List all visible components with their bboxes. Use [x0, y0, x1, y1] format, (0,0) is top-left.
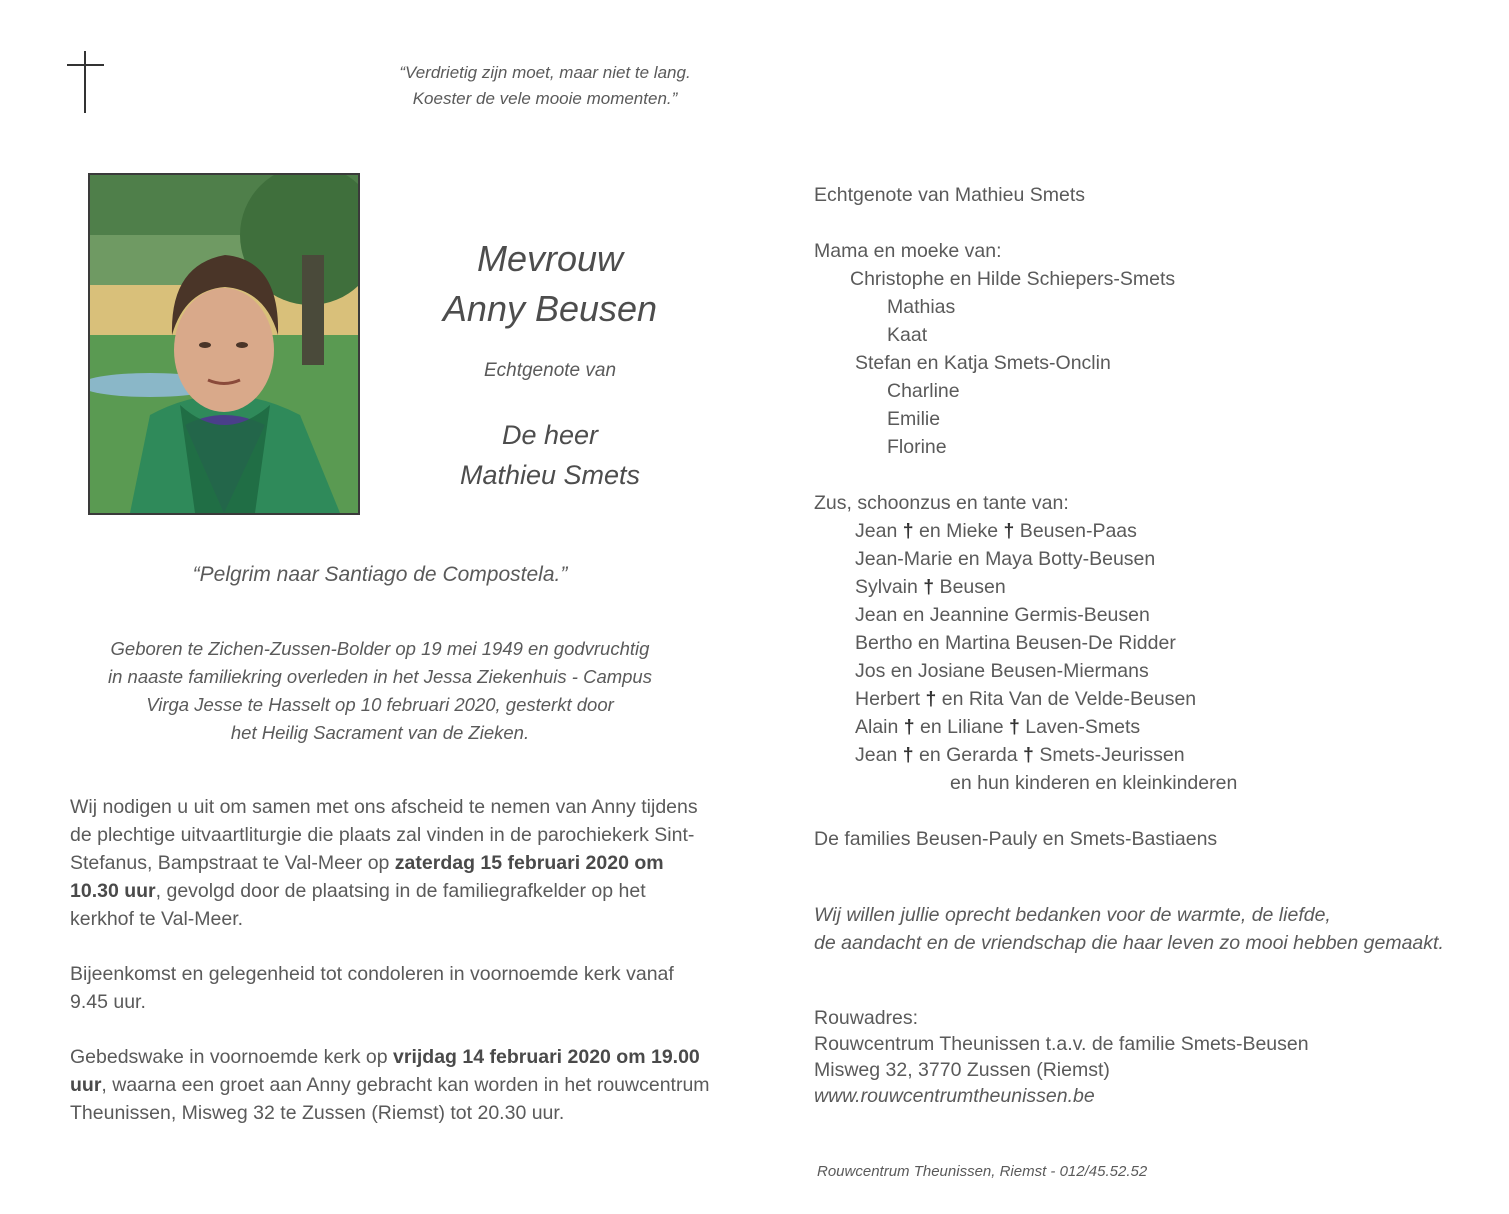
- spouse-name: Mathieu Smets: [459, 460, 641, 490]
- sibling-line: Jean † en Mieke † Beusen-Paas: [855, 520, 1137, 542]
- grandchild-line: Emilie: [887, 408, 941, 430]
- dagger-icon: †: [1008, 716, 1020, 738]
- siblings-header: Zus, schoonzus en tante van:: [814, 492, 1069, 514]
- dagger-icon: †: [903, 716, 915, 738]
- deceased-name-block: [400, 234, 700, 334]
- deceased-name: Anny Beusen: [442, 288, 658, 329]
- mourning-address: Rouwadres: Rouwcentrum Theunissen t.a.v. de familie Smets-Beusen Misweg 32, 3770 Zussen (Riemst) www.rouwcentrumtheunissen.be: [814, 1005, 1504, 1109]
- thanks-text: Wij willen jullie oprecht bedanken voor de warmte, de liefde, de aandacht en de vriendschap die haar leven zo mooi hebben gemaakt.: [814, 904, 1444, 954]
- dagger-icon: †: [1003, 520, 1015, 542]
- grandchild-line: Kaat: [887, 324, 928, 346]
- child-line: Stefan en Katja Smets-Onclin: [855, 352, 1111, 374]
- sibling-line: Alain † en Liliane † Laven-Smets: [855, 716, 1141, 738]
- grandchild-line: Charline: [887, 380, 960, 402]
- dagger-icon: †: [923, 576, 935, 598]
- dagger-icon: †: [902, 744, 914, 766]
- dagger-icon: †: [1023, 744, 1034, 766]
- relation-label: Echtgenote van: [483, 360, 617, 381]
- spouse-name-block: [400, 415, 700, 495]
- top-quote: “Verdrietig zijn moet, maar niet te lang. Koester de vele mooie momenten.”: [399, 63, 691, 108]
- dagger-icon: †: [925, 688, 937, 710]
- funeral-invitation-paragraph: Wij nodigen u uit om samen met ons afscheid te nemen van Anny tijdens de plechtige uitvaartliturgie die plaats zal vinden in de parochiekerk Sint-Stefanus, Bampstraat te Val-Meer op zaterdag 15 februari 2020 om 10.30 uur, gevolgd door de plaatsing in de familiegrafkelder op het kerkhof te Val-Meer.: [70, 796, 698, 930]
- spouse-line: Echtgenote van Mathieu Smets: [814, 184, 1085, 206]
- deceased-title: Mevrouw: [476, 238, 624, 279]
- condolence-paragraph: Bijeenkomst en gelegenheid tot condoleren in voornoemde kerk vanaf 9.45 uur.: [70, 963, 674, 1013]
- families-line: De families Beusen-Pauly en Smets-Bastiaens: [814, 828, 1218, 850]
- pelgrim-quote: “Pelgrim naar Santiago de Compostela.”: [192, 563, 568, 586]
- grandchild-line: Mathias: [887, 296, 956, 318]
- birth-death-text: Geboren te Zichen-Zussen-Bolder op 19 mei 1949 en godvruchtig in naaste familiekring overleden in het Jessa Ziekenhuis - Campus Virga Jesse te Hasselt op 10 februari 2020, gesterkt door het Heilig Sacrament van de Zieken.: [108, 638, 652, 743]
- vigil-date: vrijdag 14 februari 2020 om 19.00 uur: [70, 1046, 700, 1096]
- mama-header: Mama en moeke van:: [814, 240, 1002, 262]
- kids-line: en hun kinderen en kleinkinderen: [950, 772, 1238, 794]
- sibling-line: Jean en Jeannine Germis-Beusen: [855, 604, 1150, 626]
- sibling-line: Sylvain † Beusen: [855, 576, 1006, 598]
- family-list: [814, 181, 1237, 853]
- footer-credit: Rouwcentrum Theunissen, Riemst - 012/45.52.52: [817, 1163, 1148, 1180]
- sibling-line: Jos en Josiane Beusen-Miermans: [855, 660, 1149, 682]
- child-line: Christophe en Hilde Schiepers-Smets: [850, 268, 1176, 290]
- sibling-line: Bertho en Martina Beusen-De Ridder: [855, 632, 1176, 654]
- prayer-vigil-paragraph: Gebedswake in voornoemde kerk op vrijdag 14 februari 2020 om 19.00 uur, waarna een groet aan Anny gebracht kan worden in het rouwcentrum Theunissen, Misweg 32 te Zussen (Riemst) tot 20.30 uur.: [70, 1046, 710, 1124]
- grandchild-line: Florine: [887, 436, 947, 458]
- spouse-title: De heer: [501, 420, 599, 450]
- address-label: Rouwadres:: [814, 1007, 919, 1029]
- funeral-date: zaterdag 15 februari 2020 om 10.30 uur: [70, 852, 664, 902]
- sibling-line: Herbert † en Rita Van de Velde-Beusen: [855, 688, 1197, 710]
- website-link[interactable]: www.rouwcentrumtheunissen.be: [814, 1085, 1095, 1107]
- sibling-line: Jean † en Gerarda † Smets-Jeurissen: [855, 744, 1185, 766]
- dagger-icon: †: [902, 520, 914, 542]
- portrait-photo: [88, 173, 360, 515]
- sibling-line: Jean-Marie en Maya Botty-Beusen: [855, 548, 1156, 570]
